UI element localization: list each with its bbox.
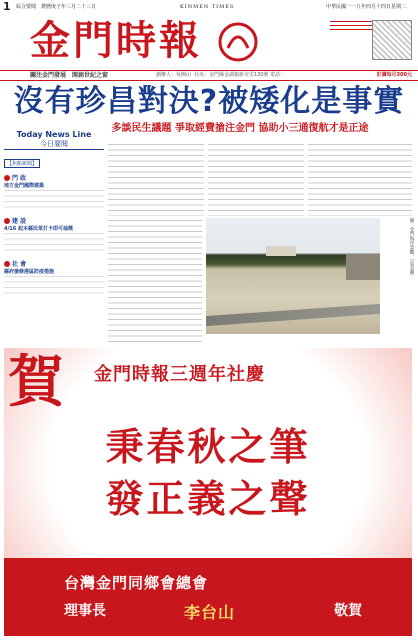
- article-column: [108, 144, 204, 216]
- section-label: 門 政: [12, 175, 27, 182]
- subscription-price: 訂價每月300元: [376, 72, 412, 78]
- section-tag: [4, 173, 104, 182]
- section-tag: [4, 216, 104, 225]
- news-line-subtitle: 今日要聞: [4, 140, 104, 150]
- bullet-icon: [4, 175, 10, 181]
- article-column: [308, 144, 412, 216]
- brief-text: [4, 233, 104, 255]
- sponsor-role: 理事長: [64, 603, 106, 619]
- sponsor-name: 李台山: [184, 603, 236, 622]
- news-photo: [206, 218, 380, 334]
- gregorian-date: 中華民國一一九年四月十四日星期二: [325, 4, 406, 10]
- brief-text: [4, 190, 104, 212]
- category-tag: 【焦點新聞】: [4, 159, 40, 168]
- photo-rocks: [346, 254, 380, 280]
- section-label: 社 會: [12, 261, 27, 268]
- photo-seawall: [206, 304, 380, 326]
- anniversary-ad: [4, 348, 412, 636]
- page-number: 1: [3, 0, 11, 13]
- ad-slogan-line-2: 發正義之聲: [105, 476, 311, 521]
- news-line-title: Today News Line: [16, 130, 92, 139]
- news-line-column: [4, 126, 104, 344]
- info-bar: [0, 70, 418, 81]
- slogan: 關注金門發展 開創世紀之窗: [30, 72, 109, 79]
- photo-caption: 圖：金門海岸景觀。（記者攝）: [409, 218, 414, 279]
- publisher: 創辦人：吳開山: [156, 72, 192, 78]
- main-headline: 沒有珍昌對決?被矮化是事實: [13, 84, 405, 119]
- ad-sponsor-band: [4, 558, 412, 636]
- brief-headline[interactable]: 地方金門國際建築: [4, 183, 45, 189]
- brief-text: [4, 276, 104, 298]
- section-label: 建 設: [12, 218, 27, 225]
- newspaper-logo: 金門時報: [30, 17, 202, 64]
- masthead: [0, 14, 418, 70]
- article-column: [208, 144, 304, 216]
- edition-date: 綜合要聞 農曆庚子年三月二十三日: [16, 4, 97, 10]
- address: 社址：金門縣金湖鎮新市里130號 電話：: [194, 72, 286, 78]
- sponsor-regards: 敬賀: [334, 603, 362, 619]
- ad-title: 金門時報三週年社慶: [94, 364, 265, 385]
- sponsor-organization: 台灣金門同鄉會總會: [64, 574, 209, 592]
- article-column: [108, 220, 202, 344]
- photo-building: [266, 246, 296, 256]
- sub-headline: 多談民生議題 爭取經費搶注金門 協助小三通復航才是正途: [111, 123, 369, 134]
- congrats-character: 賀: [8, 349, 64, 415]
- bullet-icon: [4, 218, 10, 224]
- section-tag: [4, 259, 104, 268]
- bullet-icon: [4, 261, 10, 267]
- brief-headline[interactable]: 縣府搶修港區防疫措施: [4, 269, 55, 275]
- ad-slogan-line-1: 秉春秋之筆: [105, 424, 311, 469]
- paper-english-name: KINMEN TIMES: [180, 4, 235, 10]
- qr-code-icon: [372, 20, 412, 60]
- brief-headline[interactable]: 4/16 起本縣民眾打卡即可抽獎: [4, 226, 74, 232]
- top-strip: [0, 0, 418, 14]
- emblem-icon: [216, 18, 260, 64]
- issue-box: [330, 18, 412, 64]
